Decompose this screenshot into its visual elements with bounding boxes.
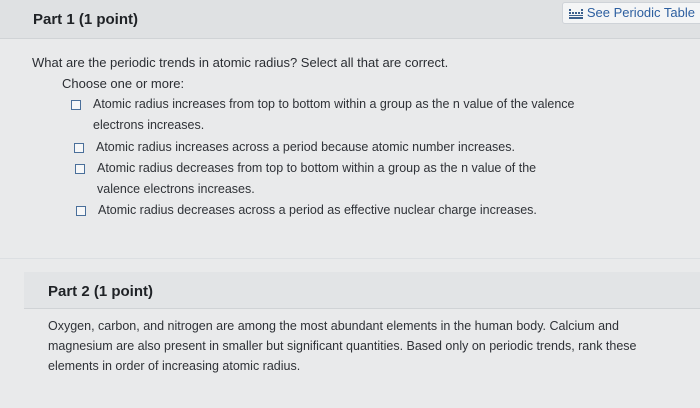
answer-option-text: Atomic radius increases across a period because atomic number increases. — [96, 140, 515, 154]
checkbox-icon[interactable] — [74, 143, 84, 153]
part2-question-text: Oxygen, carbon, and nitrogen are among the most abundant elements in the human body. Calcium and magnesium are also present in smaller but significant quantities. Based only on periodic trends, rank these elements in order of increasing atomic radius. — [48, 319, 637, 373]
checkbox-icon[interactable] — [71, 100, 81, 110]
part2-header — [24, 272, 700, 309]
answer-option-text: Atomic radius decreases from top to bottom within a group as the n value of the valence electrons increases. — [97, 161, 537, 196]
periodic-table-link-label: See Periodic Table — [586, 5, 695, 20]
answer-option[interactable] — [74, 137, 594, 158]
answer-option-text: Atomic radius decreases across a period as effective nuclear charge increases. — [98, 203, 537, 217]
answer-option-text: Atomic radius increases from top to bottom within a group as the n value of the valence electrons increases. — [93, 97, 575, 132]
checkbox-icon[interactable] — [76, 206, 86, 216]
part2-title: Part 2 (1 point) — [48, 283, 154, 300]
answer-option[interactable] — [75, 158, 595, 200]
periodic-table-icon — [569, 7, 583, 19]
answer-option[interactable] — [76, 200, 596, 221]
see-periodic-table-link[interactable] — [562, 2, 700, 24]
answer-option[interactable] — [71, 94, 591, 136]
question-text: What are the periodic trends in atomic radius? Select all that are correct. — [32, 55, 449, 70]
checkbox-icon[interactable] — [75, 164, 85, 174]
section-divider — [0, 258, 700, 259]
part1-title: Part 1 (1 point) — [33, 11, 139, 28]
choose-label: Choose one or more: — [62, 76, 185, 91]
part1-header — [0, 0, 700, 39]
